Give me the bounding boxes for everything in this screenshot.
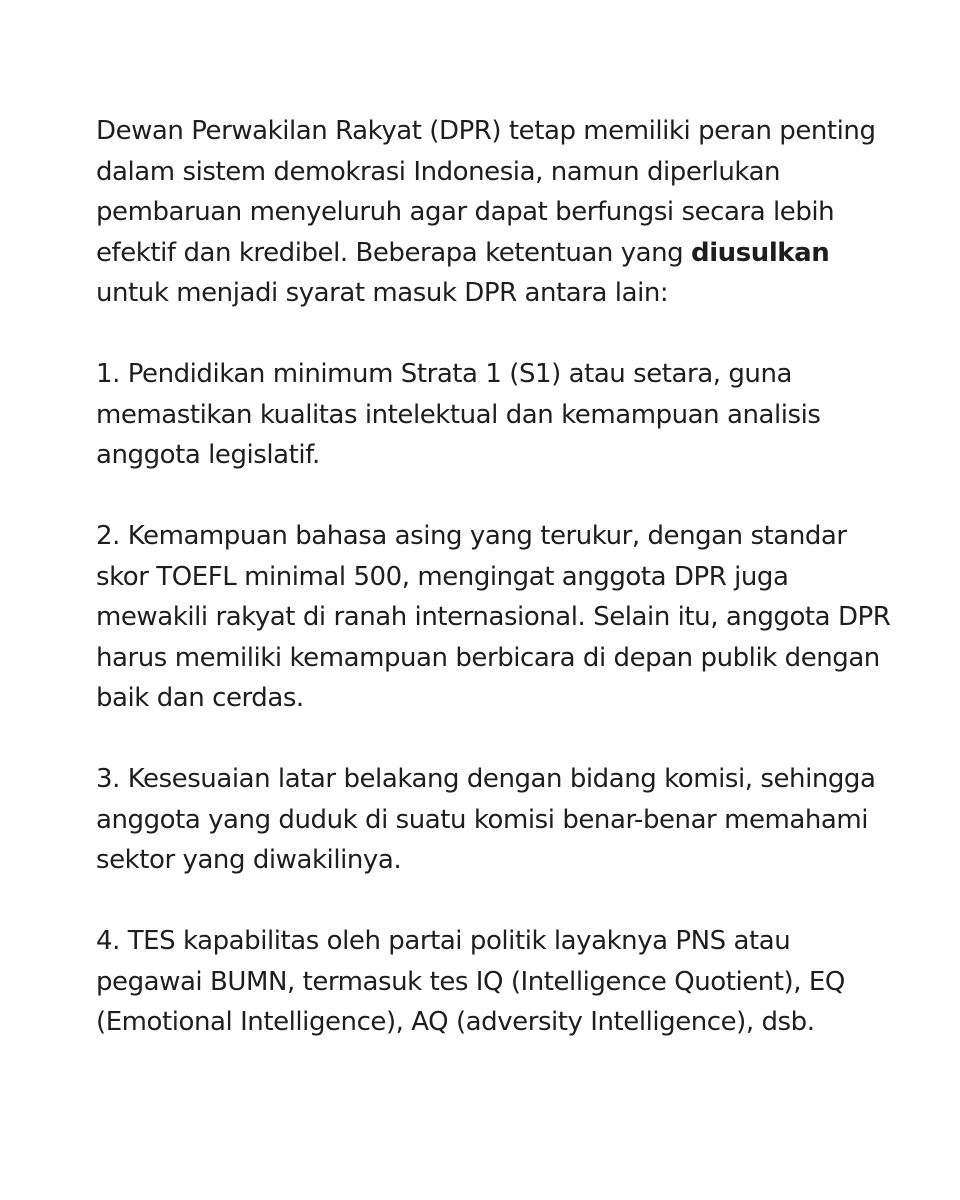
- intro-text-start: Dewan Perwakilan Rakyat (DPR) tetap memiliki peran penting dalam sistem demokrasi Indonesia, namun diperlukan pembaruan menyeluruh agar dapat berfungsi secara lebih efektif dan kredibel. Beberapa ketentuan yang: [96, 116, 876, 268]
- intro-bold-word: diusulkan: [691, 237, 830, 268]
- point-2: 2. Kemampuan bahasa asing yang terukur, dengan standar skor TOEFL minimal 500, mengingat anggota DPR juga mewakili rakyat di ranah internasional. Selain itu, anggota DPR harus memiliki kemampuan berbicara di depan publik dengan baik dan cerdas.: [96, 521, 891, 713]
- intro-paragraph: [96, 111, 896, 314]
- document-body: [96, 111, 896, 1043]
- point-1: 1. Pendidikan minimum Strata 1 (S1) atau setara, guna memastikan kualitas intelektual dan kemampuan analisis anggota legislatif.: [96, 359, 821, 470]
- intro-text-end: untuk menjadi syarat masuk DPR antara lain:: [96, 278, 669, 308]
- point-4: 4. TES kapabilitas oleh partai politik layaknya PNS atau pegawai BUMN, termasuk tes IQ (Intelligence Quotient), EQ (Emotional Intelligence), AQ (adversity Intelligence), dsb.: [96, 926, 845, 1037]
- point-3: 3. Kesesuaian latar belakang dengan bidang komisi, sehingga anggota yang duduk di suatu komisi benar-benar memahami sektor yang diwakilinya.: [96, 764, 876, 875]
